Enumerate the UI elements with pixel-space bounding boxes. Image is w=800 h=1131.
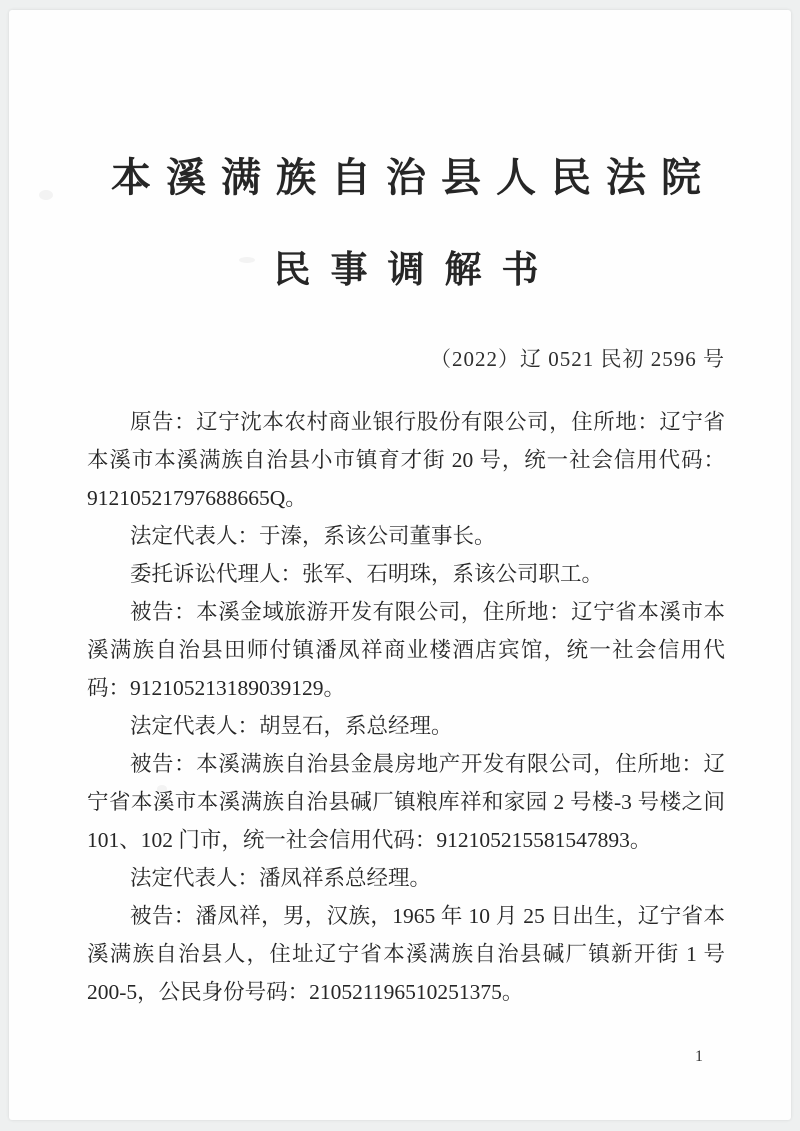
page-number: 1	[695, 1048, 703, 1065]
court-name-heading: 本溪满族自治县人民法院	[111, 155, 716, 200]
paragraph-defendant-1: 被告：本溪金域旅游开发有限公司，住所地：辽宁省本溪市本溪满族自治县田师付镇潘凤祥商业楼酒店宾馆，统一社会信用代码：912105213189039129。	[87, 600, 725, 700]
document-page	[9, 10, 791, 1120]
paragraph-defendant-2: 被告：本溪满族自治县金晨房地产开发有限公司，住所地：辽宁省本溪市本溪满族自治县碱厂镇粮库祥和家园 2 号楼-3 号楼之间 101、102 门市，统一社会信用代码：912105215581547893。	[87, 752, 725, 852]
paragraph-defendant-1-legal-rep: 法定代表人：胡昱石，系总经理。	[130, 714, 453, 738]
document-body	[87, 403, 725, 1011]
paragraph-plaintiff-legal-rep: 法定代表人：于溱，系该公司董事长。	[130, 524, 496, 548]
case-number: （2022）辽 0521 民初 2596 号	[430, 347, 725, 371]
document-title-heading: 民事调解书	[273, 250, 559, 291]
paragraph-plaintiff: 原告：辽宁沈本农村商业银行股份有限公司，住所地：辽宁省本溪市本溪满族自治县小市镇育才街 20 号，统一社会信用代码：91210521797688665Q。	[87, 410, 725, 510]
scan-artifact	[39, 190, 53, 200]
paragraph-defendant-2-legal-rep: 法定代表人：潘凤祥系总经理。	[130, 866, 432, 890]
paragraph-plaintiff-agents: 委托诉讼代理人：张军、石明珠，系该公司职工。	[130, 562, 604, 586]
paragraph-defendant-3: 被告：潘凤祥，男，汉族，1965 年 10 月 25 日出生，辽宁省本溪满族自治县人，住址辽宁省本溪满族自治县碱厂镇新开街 1 号 200-5，公民身份号码：210521196510251375。	[87, 904, 725, 1004]
page-content	[87, 10, 725, 1011]
